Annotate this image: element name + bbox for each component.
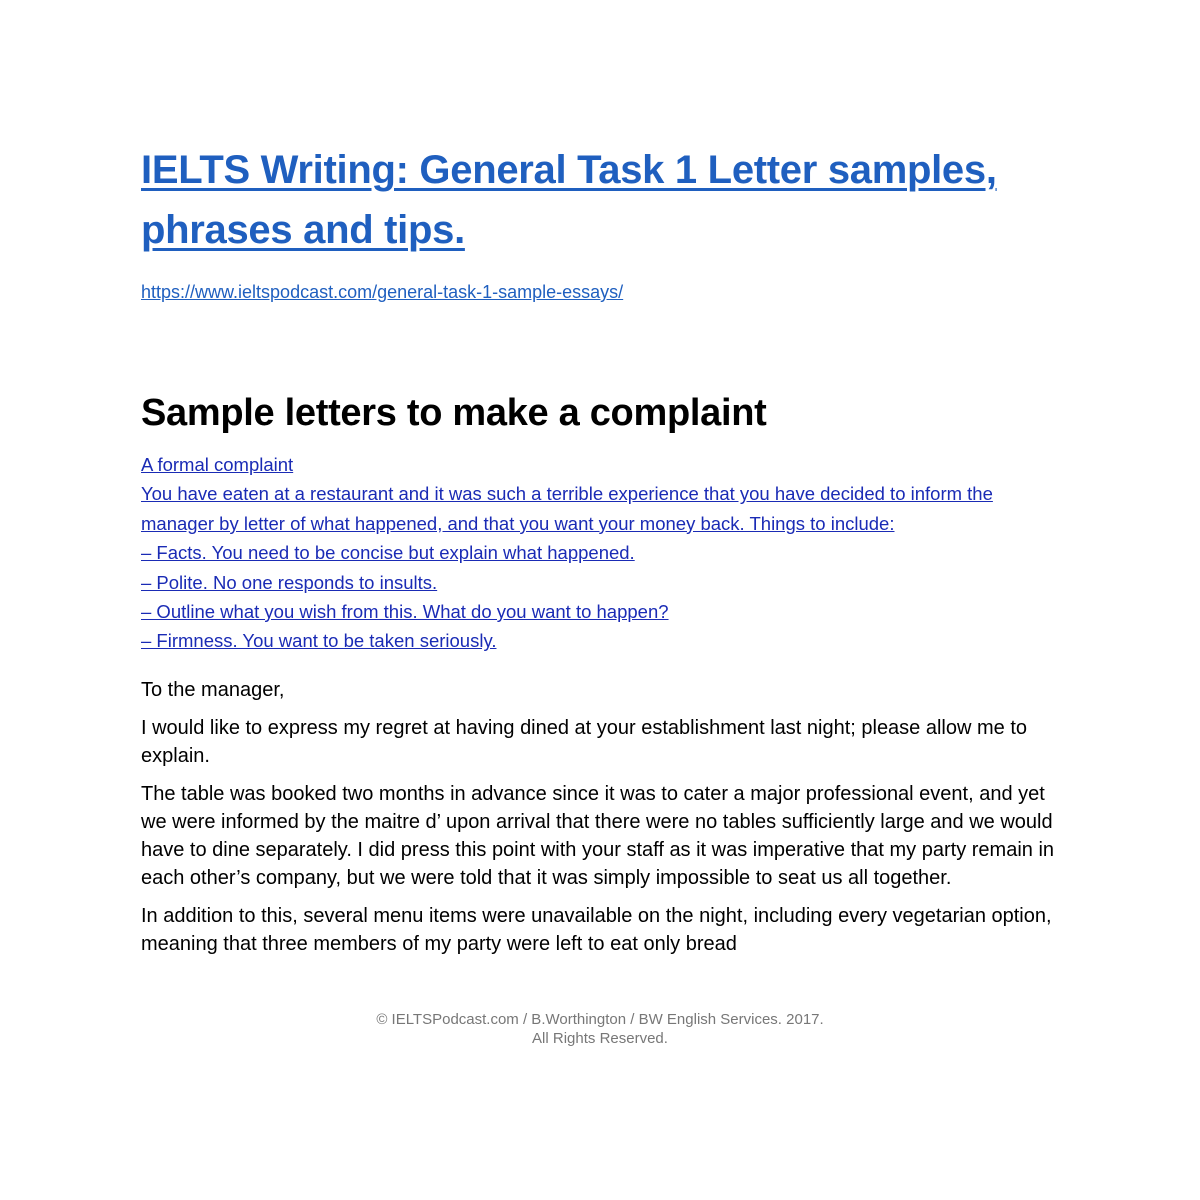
task-description-links <box>141 450 1071 656</box>
letter-paragraph: In addition to this, several menu items were unavailable on the night, including every vegetarian option, meaning that three members of my party were left to eat only bread <box>141 904 1052 955</box>
rights-reserved-line: All Rights Reserved. <box>532 1030 668 1047</box>
source-url-link[interactable]: https://www.ieltspodcast.com/general-task-1-sample-essays/ <box>141 282 624 302</box>
copyright-footer <box>0 1010 1200 1048</box>
section-heading: Sample letters to make a complaint <box>141 392 767 434</box>
copyright-line: © IELTSPodcast.com / B.Worthington / BW English Services. 2017. <box>376 1011 824 1028</box>
letter-salutation: To the manager, <box>141 678 285 701</box>
letter-paragraph: I would like to express my regret at having dined at your establishment last night; please allow me to explain. <box>141 716 1028 767</box>
document-content <box>141 140 1071 968</box>
task-link-facts[interactable]: – Facts. You need to be concise but explain what happened. <box>141 542 635 564</box>
task-link-outline[interactable]: – Outline what you wish from this. What do you want to happen? <box>141 601 669 623</box>
task-link-firmness[interactable]: – Firmness. You want to be taken seriously. <box>141 630 497 652</box>
letter-paragraph: The table was booked two months in advance since it was to cater a major professional event, and yet we were informed by the maitre d’ upon arrival that there were no tables sufficiently large and we would have to dine separately. I did press this point with your staff as it was imperative that my party remain in each other’s company, but we were told that it was simply impossible to seat us all together. <box>141 782 1055 889</box>
task-link-formal-complaint[interactable]: A formal complaint <box>141 454 294 475</box>
page-title-link[interactable]: IELTS Writing: General Task 1 Letter samples, phrases and tips. <box>141 148 997 252</box>
task-link-scenario-line-1[interactable]: You have eaten at a restaurant and it was such a terrible experience that you have decided to inform the <box>141 483 993 505</box>
task-link-polite[interactable]: – Polite. No one responds to insults. <box>141 571 438 593</box>
task-link-scenario-line-2[interactable]: manager by letter of what happened, and that you want your money back. Things to include: <box>141 512 895 534</box>
sample-letter-body <box>141 676 1071 958</box>
